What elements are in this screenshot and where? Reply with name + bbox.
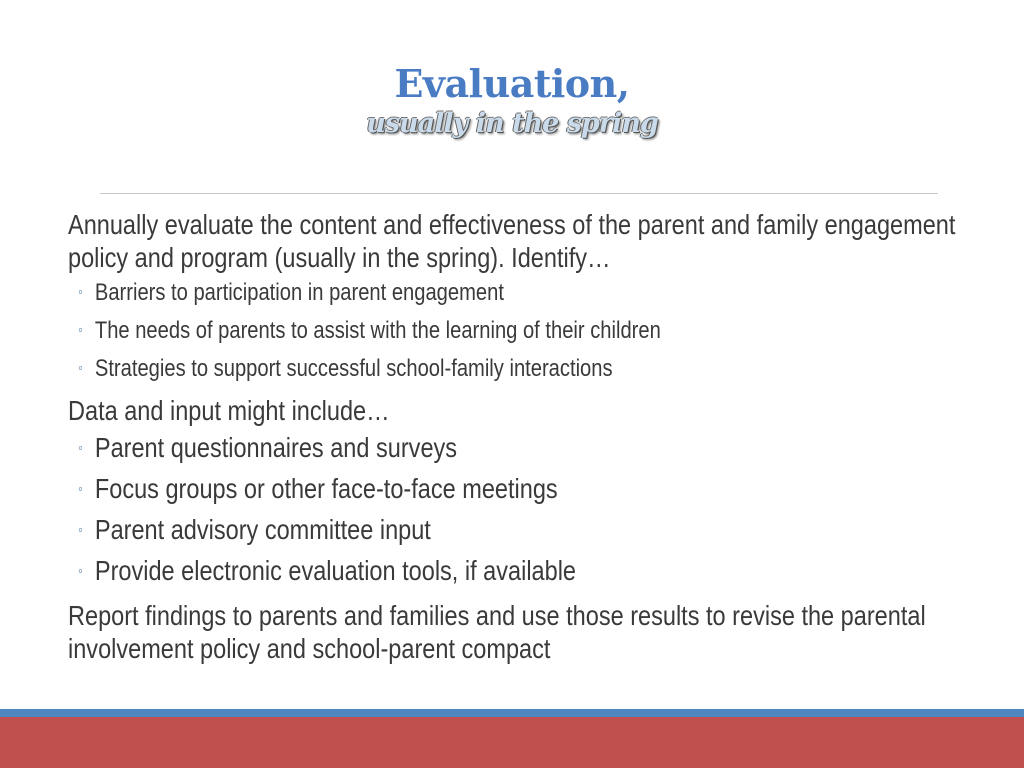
bullet-marker-icon: ◦ [78, 563, 83, 580]
footer-bar [0, 717, 1024, 768]
list-item [68, 427, 985, 468]
footer-accent-bar [0, 709, 1024, 717]
bullet-marker-icon: ◦ [78, 522, 83, 539]
list-item [68, 550, 985, 591]
data-heading: Data and input might include… [68, 395, 390, 426]
list-item-text: Focus groups or other face-to-face meetings [94, 473, 558, 504]
bullet-marker-icon: ◦ [78, 284, 83, 301]
list-item-text: Parent questionnaires and surveys [94, 432, 458, 463]
bullet-marker-icon: ◦ [78, 360, 83, 377]
list-item-text: Provide electronic evaluation tools, if available [94, 555, 577, 586]
closing-paragraph: Report findings to parents and families and use those results to revise the parental involvement policy and school-parent compact [68, 600, 926, 664]
list-item [68, 312, 985, 350]
bullet-marker-icon: ◦ [78, 440, 83, 457]
title-divider [100, 193, 938, 194]
slide-body [68, 208, 988, 665]
identify-list [68, 274, 988, 388]
list-item [68, 350, 985, 388]
list-item-text: Parent advisory committee input [94, 514, 431, 545]
list-item-text: The needs of parents to assist with the learning of their children [94, 317, 661, 344]
list-item [68, 274, 985, 312]
list-item [68, 468, 985, 509]
list-item-text: Barriers to participation in parent engagement [94, 279, 504, 306]
slide-subtitle: usually in the spring [366, 108, 658, 139]
slide-title: Evaluation, [394, 61, 630, 106]
bullet-marker-icon: ◦ [78, 322, 83, 339]
bullet-marker-icon: ◦ [78, 481, 83, 498]
list-item-text: Strategies to support successful school-family interactions [94, 355, 613, 382]
data-list [68, 427, 988, 591]
intro-paragraph: Annually evaluate the content and effectiveness of the parent and family engagement policy and program (usually in the spring). Identify… [68, 209, 956, 273]
list-item [68, 509, 985, 550]
